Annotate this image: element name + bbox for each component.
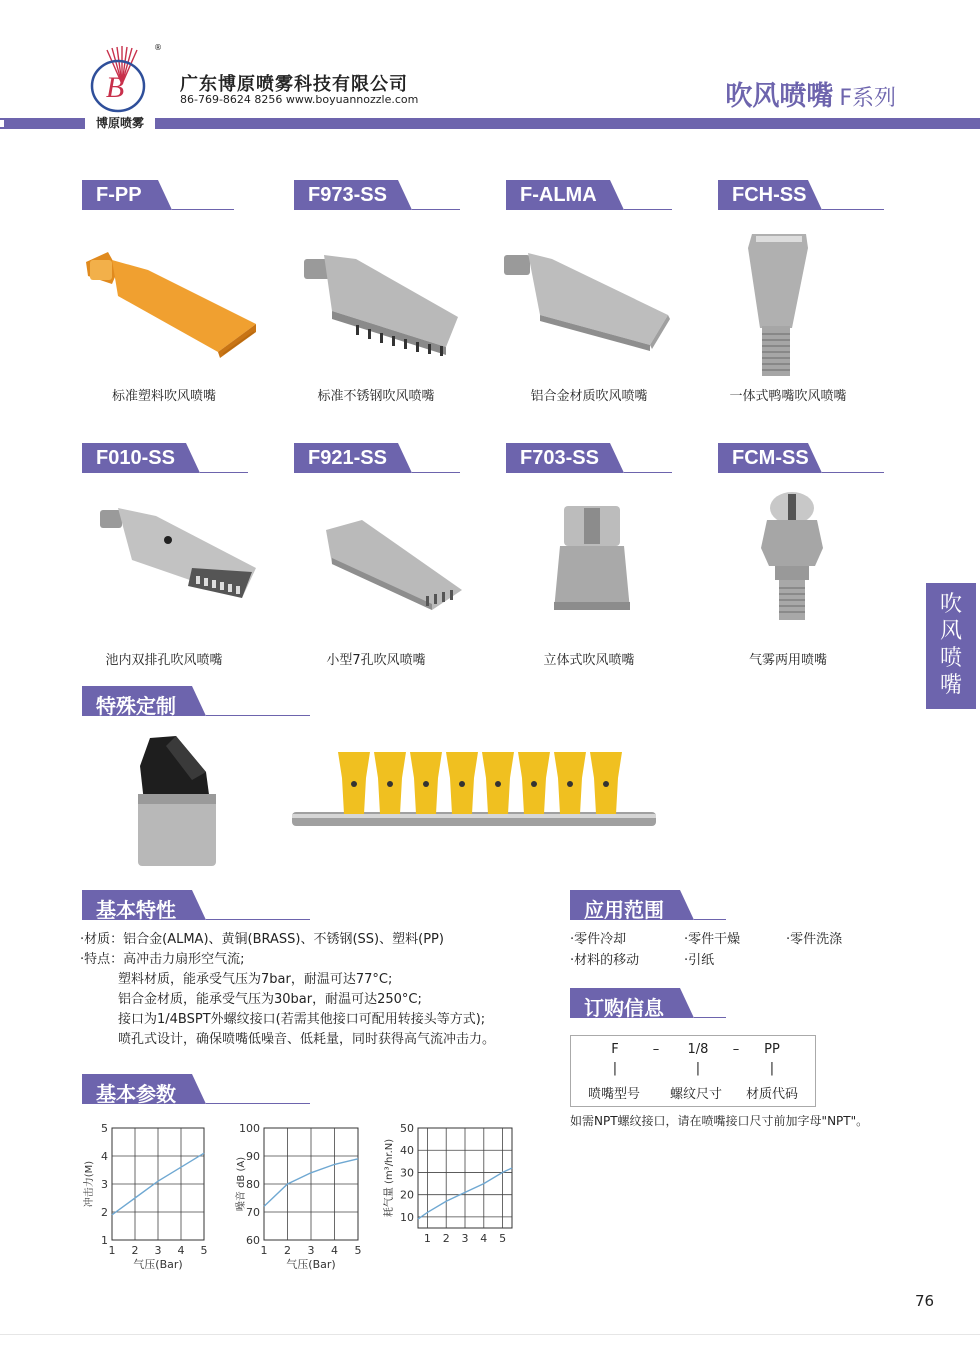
tag-f973-ss: F973-SS xyxy=(294,180,460,210)
caption-f921-ss: 小型7孔吹风喷嘴 xyxy=(326,653,426,668)
feature-line: ·材质：铝合金(ALMA)、黄铜(BRASS)、不锈钢(SS)、塑料(PP) xyxy=(80,932,444,947)
y-tick-label: 4 xyxy=(101,1150,108,1163)
tag-features: 基本特性 xyxy=(82,890,310,920)
company-name: 广东博原喷雾科技有限公司 xyxy=(180,74,408,95)
application-item: ·材料的移动 xyxy=(570,953,640,968)
tag-f-pp: F-PP xyxy=(82,180,234,210)
tag-params: 基本参数 xyxy=(82,1074,310,1104)
x-tick-label: 4 xyxy=(177,1244,185,1257)
feature-line: 接口为1/4BSPT外螺纹接口(若需其他接口可配用转接头等方式); xyxy=(118,1012,486,1027)
special-image-nozzle xyxy=(132,732,222,872)
order-label-thread: 螺纹尺寸 xyxy=(669,1087,722,1102)
feature-line: 铝合金材质，能承受气压为30bar，耐温可达250°C; xyxy=(118,992,422,1007)
y-tick-label: 3 xyxy=(101,1178,108,1191)
x-tick-label: 3 xyxy=(154,1244,162,1257)
y-tick-label: 60 xyxy=(246,1234,260,1247)
product-image-f973-ss xyxy=(296,245,466,360)
order-bar: | xyxy=(612,1061,618,1076)
order-note: 如需NPT螺纹接口，请在喷嘴接口尺寸前加字母"NPT"。 xyxy=(570,1114,869,1128)
page-number: 76 xyxy=(915,1292,935,1310)
y-tick-label: 10 xyxy=(400,1210,414,1224)
order-code-dash: – xyxy=(732,1042,740,1057)
page-title xyxy=(725,74,896,113)
x-tick-label: 2 xyxy=(442,1232,450,1245)
y-axis-label: 耗气量 (m³/hr.N) xyxy=(384,1138,395,1218)
application-item: ·零件冷却 xyxy=(570,932,627,947)
y-tick-label: 20 xyxy=(400,1188,414,1202)
caption-f703-ss: 立体式吹风喷嘴 xyxy=(543,653,635,668)
caption-fch-ss: 一体式鸭嘴吹风喷嘴 xyxy=(729,389,847,404)
product-image-fch-ss xyxy=(734,228,814,380)
x-tick-label: 3 xyxy=(307,1244,315,1257)
order-code-dash: – xyxy=(652,1042,660,1057)
chart-noise xyxy=(232,1118,372,1271)
tag-f010-ss: F010-SS xyxy=(82,443,248,473)
application-item: ·零件洗涤 xyxy=(786,932,843,947)
order-label-material: 材质代码 xyxy=(745,1087,798,1102)
page-title-sub: F系列 xyxy=(839,86,896,111)
tag-special: 特殊定制 xyxy=(82,686,310,716)
y-tick-label: 50 xyxy=(400,1122,414,1135)
tag-f-alma: F-ALMA xyxy=(506,180,672,210)
application-item: ·引纸 xyxy=(684,953,715,968)
caption-f-alma: 铝合金材质吹风喷嘴 xyxy=(530,389,648,404)
order-bar: | xyxy=(769,1061,775,1076)
feature-line: ·特点：高冲击力扇形空气流; xyxy=(80,952,245,967)
x-tick-label: 1 xyxy=(423,1232,431,1245)
y-tick-label: 80 xyxy=(246,1178,260,1191)
y-tick-label: 90 xyxy=(246,1150,260,1163)
chart-impact-force xyxy=(80,1118,230,1271)
y-tick-label: 70 xyxy=(246,1206,260,1219)
chart-air-consumption xyxy=(380,1118,530,1264)
order-code-model: F xyxy=(611,1042,619,1057)
product-image-fcm-ss xyxy=(757,490,827,625)
special-image-manifold xyxy=(292,748,656,834)
y-tick-label: 100 xyxy=(239,1122,260,1135)
x-tick-label: 4 xyxy=(331,1244,338,1257)
x-tick-label: 5 xyxy=(200,1244,208,1257)
y-axis-label: 冲击力(M) xyxy=(84,1160,95,1208)
x-axis-label: 气压(Bar) xyxy=(286,1258,336,1271)
x-tick-label: 2 xyxy=(131,1244,139,1257)
company-logo xyxy=(82,42,162,122)
product-image-f921-ss xyxy=(322,512,467,612)
order-bar: | xyxy=(695,1061,701,1076)
company-contact: 86-769-8624 8256 www.boyuannozzle.com xyxy=(180,93,419,106)
x-tick-label: 5 xyxy=(354,1244,362,1257)
product-image-f703-ss xyxy=(552,502,632,614)
tag-f703-ss: F703-SS xyxy=(506,443,672,473)
tag-fcm-ss: FCM-SS xyxy=(718,443,884,473)
y-tick-label: 40 xyxy=(400,1144,414,1158)
x-tick-label: 5 xyxy=(499,1232,507,1245)
feature-line: 塑料材质，能承受气压为7bar，耐温可达77°C; xyxy=(118,972,393,987)
x-tick-label: 4 xyxy=(480,1232,488,1245)
tag-applications: 应用范围 xyxy=(570,890,726,920)
y-tick-label: 5 xyxy=(101,1122,108,1135)
tag-fch-ss: FCH-SS xyxy=(718,180,884,210)
y-axis-label: 噪音 dB (A) xyxy=(236,1156,247,1212)
x-tick-label: 1 xyxy=(260,1244,268,1257)
logo-brand-label: 博原喷雾 xyxy=(85,114,155,132)
caption-f-pp: 标准塑料吹风喷嘴 xyxy=(111,389,216,404)
caption-f973-ss: 标准不锈钢吹风喷嘴 xyxy=(317,389,435,404)
tag-f921-ss: F921-SS xyxy=(294,443,460,473)
order-code-material: PP xyxy=(764,1042,780,1057)
svg-text:B: B xyxy=(105,71,125,104)
tag-order: 订购信息 xyxy=(570,988,726,1018)
order-label-model: 喷嘴型号 xyxy=(587,1087,640,1102)
x-tick-label: 3 xyxy=(461,1232,469,1245)
y-tick-label: 2 xyxy=(101,1206,108,1219)
product-image-f-alma xyxy=(500,245,675,360)
y-tick-label: 30 xyxy=(400,1166,414,1180)
page-title-main: 吹风喷嘴 xyxy=(725,81,834,112)
side-tab: 吹 风 喷 嘴 xyxy=(926,583,976,709)
x-tick-label: 1 xyxy=(108,1244,116,1257)
features-text xyxy=(80,930,540,1050)
order-code-thread: 1/8 xyxy=(687,1042,709,1057)
x-axis-label: 气压(Bar) xyxy=(133,1258,183,1271)
caption-fcm-ss: 气雾两用喷嘴 xyxy=(748,653,827,668)
x-tick-label: 2 xyxy=(284,1244,291,1257)
svg-text:®: ® xyxy=(154,43,162,52)
feature-line: 喷孔式设计，确保喷嘴低噪音、低耗量，同时获得高气流冲击力。 xyxy=(118,1032,496,1047)
caption-f010-ss: 池内双排孔吹风喷嘴 xyxy=(105,653,223,668)
application-item: ·零件干燥 xyxy=(684,932,741,947)
y-tick-label: 1 xyxy=(101,1234,108,1247)
product-image-f010-ss xyxy=(96,502,261,612)
product-image-f-pp xyxy=(78,240,258,360)
